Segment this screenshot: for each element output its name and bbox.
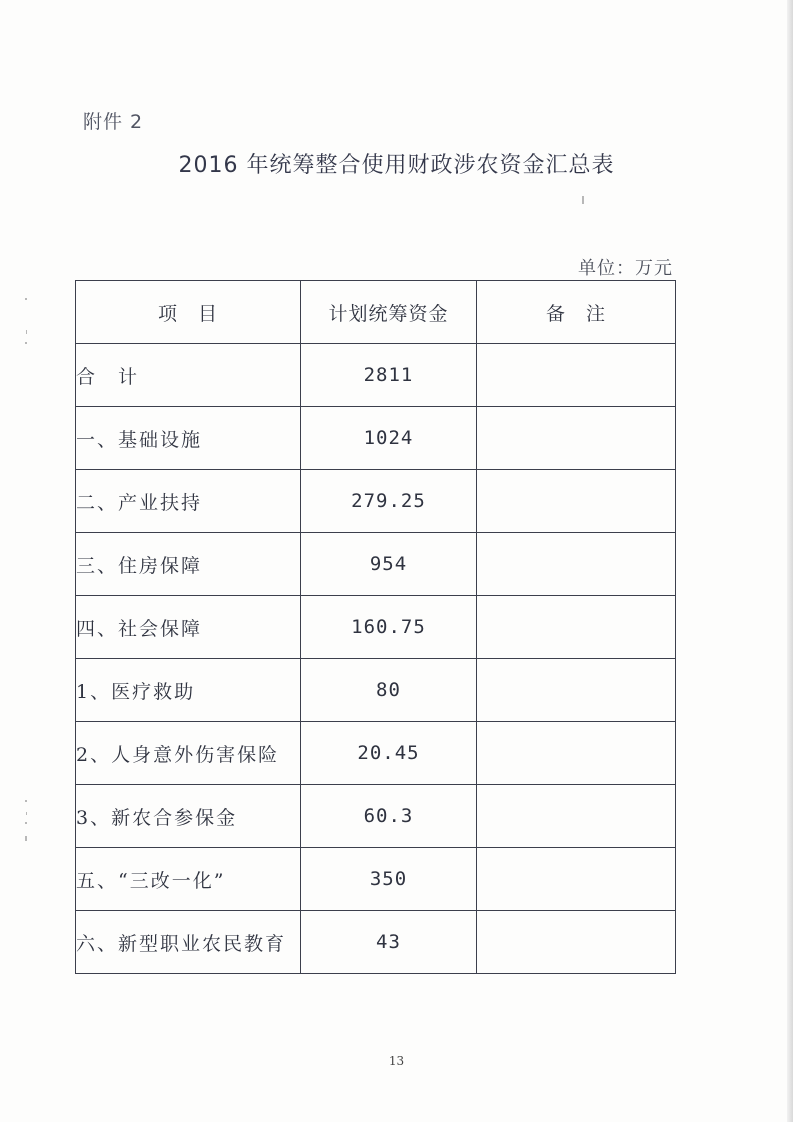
page-number: 13 (388, 1054, 405, 1068)
unit-label: 单位：万元 (578, 258, 673, 279)
row-item: 合 计 (76, 344, 301, 407)
row-amount: 1024 (301, 407, 477, 470)
scan-speck (25, 822, 27, 824)
table-row (76, 533, 676, 596)
table-header-row (76, 281, 676, 344)
scan-speck (25, 836, 27, 841)
header-remarks: 备 注 (477, 281, 676, 344)
row-amount: 279.25 (301, 470, 477, 533)
table-row (76, 785, 676, 848)
table-row (76, 596, 676, 659)
row-item: 3、新农合参保金 (76, 785, 301, 848)
header-planned-funds: 计划统筹资金 (301, 281, 477, 344)
row-note (477, 722, 676, 785)
scan-speck (26, 812, 27, 815)
scan-speck (25, 342, 27, 344)
row-item: 一、基础设施 (76, 407, 301, 470)
scan-speck (26, 330, 27, 334)
scan-speck (582, 196, 584, 204)
row-amount: 20.45 (301, 722, 477, 785)
table-row (76, 470, 676, 533)
scan-speck (25, 298, 27, 300)
table-row (76, 407, 676, 470)
row-item: 1、医疗救助 (76, 659, 301, 722)
row-amount: 80 (301, 659, 477, 722)
row-item: 2、人身意外伤害保险 (76, 722, 301, 785)
row-amount: 160.75 (301, 596, 477, 659)
row-note (477, 911, 676, 974)
row-note (477, 470, 676, 533)
row-item: 二、产业扶持 (76, 470, 301, 533)
attachment-label: 附件 2 (83, 111, 144, 133)
row-item: 四、社会保障 (76, 596, 301, 659)
scan-speck (25, 800, 27, 802)
row-amount: 2811 (301, 344, 477, 407)
fund-summary-table (75, 280, 676, 974)
row-note (477, 659, 676, 722)
row-note (477, 407, 676, 470)
document-title: 2016 年统筹整合使用财政涉农资金汇总表 (178, 153, 615, 178)
table-row (76, 659, 676, 722)
row-amount: 954 (301, 533, 477, 596)
row-note (477, 533, 676, 596)
row-amount: 60.3 (301, 785, 477, 848)
table-row (76, 911, 676, 974)
table-row (76, 722, 676, 785)
row-note (477, 848, 676, 911)
row-note (477, 344, 676, 407)
row-item: 六、新型职业农民教育 (76, 911, 301, 974)
row-item: 三、住房保障 (76, 533, 301, 596)
row-item: 五、“三改一化” (76, 848, 301, 911)
header-item: 项 目 (76, 281, 301, 344)
row-note (477, 785, 676, 848)
table-row (76, 848, 676, 911)
table-row (76, 344, 676, 407)
row-note (477, 596, 676, 659)
row-amount: 43 (301, 911, 477, 974)
row-amount: 350 (301, 848, 477, 911)
